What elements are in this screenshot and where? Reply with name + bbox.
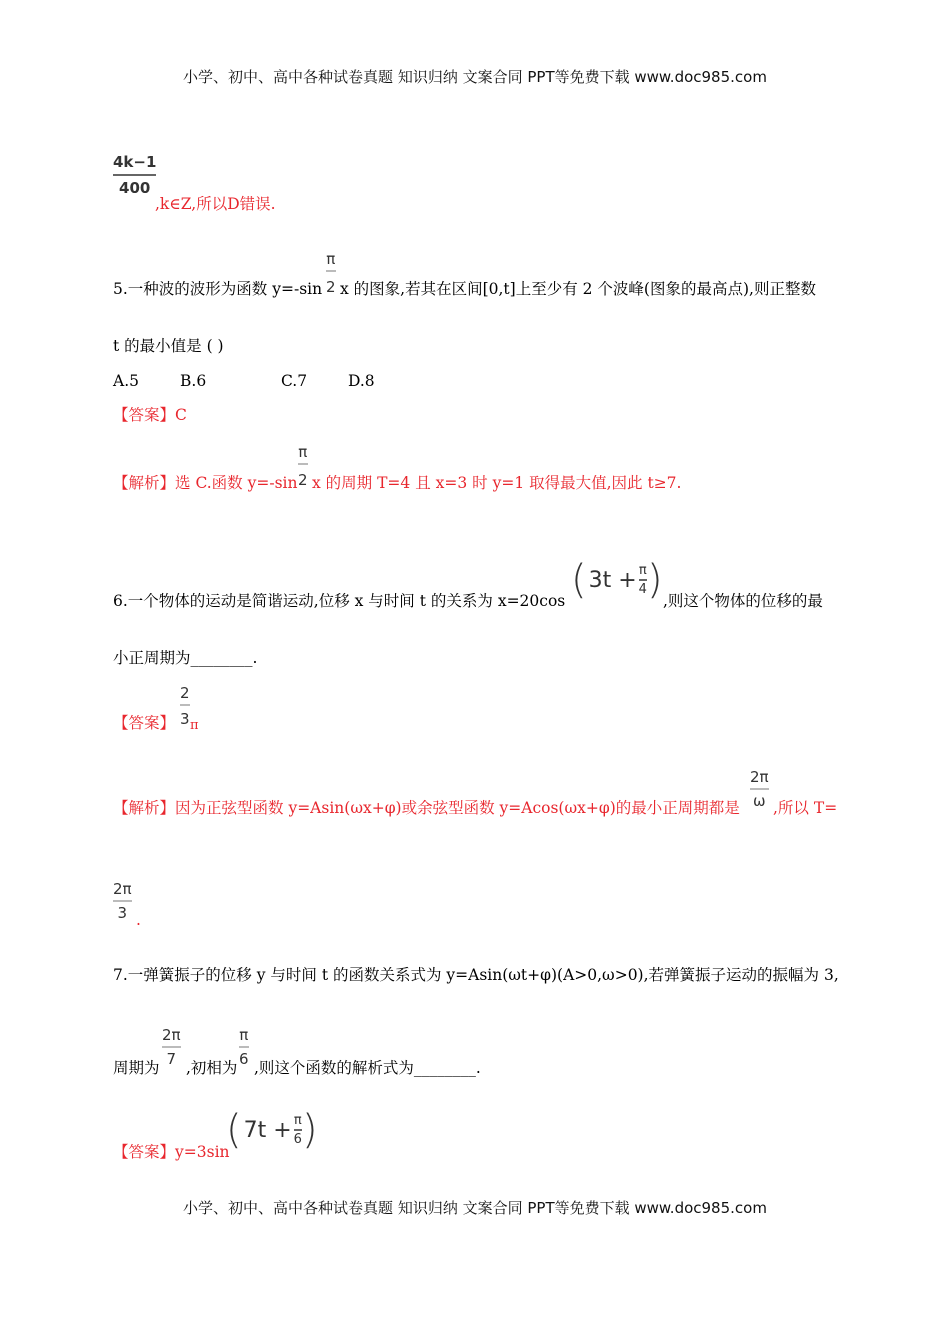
fraction-denominator: 3	[117, 903, 128, 922]
analysis-tag: 【解析】	[113, 799, 176, 817]
fraction-numerator: 2	[180, 684, 190, 702]
q5-answer	[113, 405, 187, 425]
q7-line2-c: ,则这个函数的解析式为________.	[254, 1059, 481, 1077]
answer-tag: 【答案】	[113, 714, 176, 732]
q6-analysis-b: ,所以 T=	[773, 799, 838, 817]
q7-answer	[113, 1142, 230, 1162]
q5-analysis-b: x 的周期 T=4 且 x=3 时 y=1 取得最大值,因此 t≥7.	[312, 474, 682, 492]
fraction-denominator: 400	[119, 178, 151, 197]
q6-answer	[113, 713, 175, 733]
q5-line2: t 的最小值是 ( )	[113, 337, 224, 355]
q5-option-d: D.8	[348, 372, 375, 390]
analysis-text-a: 选 C.函数 y=-sin	[175, 474, 298, 492]
fraction-numerator: 2π	[750, 768, 769, 786]
answer-tag: 【答案】	[113, 406, 176, 424]
expr-left: 3t +	[588, 567, 637, 593]
page-header: 小学、初中、高中各种试卷真题 知识归纳 文案合同 PPT等免费下载 www.doc985.com	[183, 68, 767, 86]
fraction-denominator: 6	[293, 1131, 302, 1147]
answer-text: y=3sin	[175, 1143, 230, 1161]
q6-answer-pi: π	[190, 718, 199, 733]
fraction-bar	[239, 1046, 249, 1048]
q6-analysis2-suffix: .	[136, 911, 141, 929]
q5-line1-a: 5.一种波的波形为函数 y=-sin	[113, 280, 323, 298]
fraction-numerator: π	[298, 443, 308, 461]
fraction-numerator: π	[638, 563, 647, 579]
q6-analysis	[113, 798, 740, 818]
q5-option-a: A.5	[113, 372, 139, 390]
q7-phase-fraction	[239, 1026, 249, 1068]
q6-answer-fraction	[180, 684, 190, 728]
fraction-numerator: π	[326, 250, 336, 268]
q6-analysis-2pi-over-3	[113, 880, 132, 922]
fraction-numerator: 2π	[162, 1026, 181, 1044]
analysis-tag: 【解析】	[113, 474, 176, 492]
page-footer: 小学、初中、高中各种试卷真题 知识归纳 文案合同 PPT等免费下载 www.doc985.com	[183, 1199, 767, 1217]
right-paren: )	[646, 557, 663, 603]
q7-period-fraction	[162, 1026, 181, 1068]
q6-expression	[571, 557, 663, 603]
fraction-bar	[326, 270, 336, 272]
q6-line1-b: ,则这个物体的位移的最	[663, 592, 823, 610]
fraction-denominator: 6	[239, 1049, 249, 1068]
fraction-numerator: 2π	[113, 880, 132, 898]
fraction-denominator: ω	[753, 791, 766, 810]
fraction-denominator: 2	[298, 470, 308, 489]
fraction-denominator: 7	[166, 1049, 177, 1068]
fraction-numerator: 4k−1	[113, 153, 157, 171]
fraction-denominator: 4	[638, 581, 647, 597]
fraction-denominator: 3	[180, 709, 190, 728]
q5-pi-over-2	[326, 250, 336, 296]
analysis-text-a: 因为正弦型函数 y=Asin(ωx+φ)或余弦型函数 y=Acos(ωx+φ)的最小正周期都是	[175, 799, 740, 817]
left-paren: (	[571, 557, 587, 603]
right-paren: )	[301, 1107, 318, 1153]
q6-analysis-2pi-over-omega	[750, 768, 769, 810]
q5-line1-b: x 的图象,若其在区间[0,t]上至少有 2 个波峰(图象的最高点),则正整数	[340, 280, 816, 298]
answer-tag: 【答案】	[113, 1143, 176, 1161]
answer-value: C	[175, 406, 187, 424]
fraction-bar	[639, 579, 647, 581]
fraction-4k-1-over-400	[113, 153, 156, 197]
fraction-bar	[113, 900, 132, 902]
left-paren: (	[226, 1107, 242, 1153]
q7-line1: 7.一弹簧振子的位移 y 与时间 t 的函数关系式为 y=Asin(ωt+φ)(A>0,ω>0),若弹簧振子运动的振幅为 3,	[113, 966, 839, 984]
q6-line2: 小正周期为________.	[113, 649, 258, 667]
fraction-numerator: π	[293, 1113, 302, 1129]
q7-line2-a: 周期为	[113, 1059, 160, 1077]
top-fragment-text: ,k∈Z,所以D错误.	[155, 195, 276, 213]
fraction-bar	[162, 1046, 181, 1048]
q5-option-b: B.6	[180, 372, 207, 390]
fraction-bar	[294, 1129, 302, 1131]
fraction-denominator: 2	[326, 277, 336, 296]
fraction-bar	[113, 174, 156, 176]
q5-analysis-a	[113, 473, 297, 493]
expr-left: 7t +	[243, 1117, 292, 1143]
fraction-bar	[298, 463, 308, 465]
q5-analysis-pi-over-2	[298, 443, 308, 489]
q6-line1-a: 6.一个物体的运动是简谐运动,位移 x 与时间 t 的关系为 x=20cos	[113, 592, 566, 610]
fraction-bar	[750, 788, 769, 790]
expr-fraction	[294, 1113, 302, 1147]
q7-expression	[226, 1107, 318, 1153]
fraction-bar	[180, 704, 190, 706]
q7-line2-b: ,初相为	[186, 1059, 238, 1077]
q5-option-c: C.7	[281, 372, 308, 390]
expr-fraction	[639, 563, 647, 597]
fraction-numerator: π	[239, 1026, 249, 1044]
